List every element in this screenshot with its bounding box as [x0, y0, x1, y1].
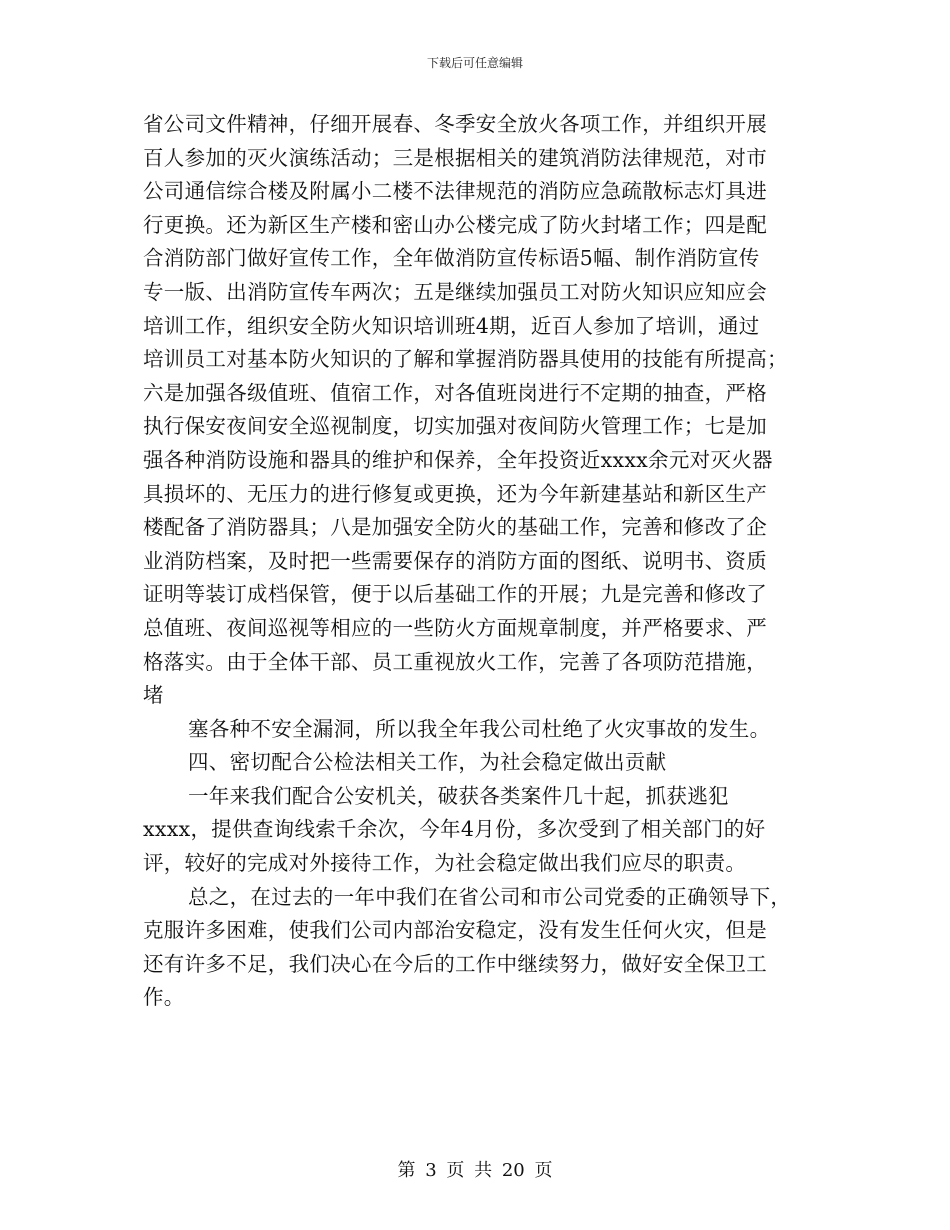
body-line: 作。	[143, 985, 185, 1010]
page-header-note: 下载后可任意编辑	[426, 56, 523, 70]
body-line: 公司通信综合楼及附属小二楼不法律规范的消防应急疏散标志灯具进	[143, 179, 767, 204]
body-line: 合消防部门做好宣传工作，全年做消防宣传标语5幅、制作消防宣传	[143, 246, 760, 271]
body-line: 省公司文件精神，仔细开展春、冬季安全放火各项工作，并组织开展	[143, 112, 767, 136]
page-number-indicator: 第 3 页 共 20 页	[397, 1160, 553, 1181]
body-line: 培训工作，组织安全防火知识培训班4期，近百人参加了培训，通过	[143, 313, 760, 338]
body-line: 强各种消防设施和器具的维护和保养，全年投资近xxxx余元对灭火器	[143, 447, 773, 472]
body-line: 一年来我们配合公安机关，破获各类案件几十起，抓获逃犯	[188, 783, 729, 808]
body-line: 克服许多困难，使我们公司内部治安稳定，没有发生任何火灾，但是	[143, 918, 767, 943]
body-line: 总之，在过去的一年中我们在省公司和市公司党委的正确领导下，	[188, 884, 792, 909]
document-body	[143, 108, 803, 1015]
body-line: 还有许多不足，我们决心在今后的工作中继续努力，做好安全保卫工	[143, 951, 767, 976]
body-line: xxxx，提供查询线索千余次，今年4月份，多次受到了相关部门的好	[143, 817, 766, 842]
body-line: 堵	[143, 683, 164, 708]
body-line: 六是加强各级值班、值宿工作，对各值班岗进行不定期的抽查，严格	[143, 380, 767, 405]
body-line: 培训员工对基本防火知识的了解和掌握消防器具使用的技能有所提高；	[143, 347, 788, 372]
body-line: 楼配备了消防器具；八是加强安全防火的基础工作，完善和修改了企	[143, 515, 767, 540]
body-line: 专一版、出消防宣传车两次；五是继续加强员工对防火知识应知应会	[143, 279, 767, 304]
body-line: 业消防档案，及时把一些需要保存的消防方面的图纸、说明书、资质	[143, 548, 767, 573]
body-line: 百人参加的灭火演练活动；三是根据相关的建筑消防法律规范，对市	[143, 145, 767, 170]
body-line: 塞各种不安全漏洞，所以我全年我公司杜绝了火灾事故的发生。	[188, 716, 771, 741]
body-line: 评，较好的完成对外接待工作，为社会稳定做出我们应尽的职责。	[143, 851, 747, 876]
body-line: 具损坏的、无压力的进行修复或更换，还为今年新建基站和新区生产	[143, 481, 767, 506]
body-line: 执行保安夜间安全巡视制度，切实加强对夜间防火管理工作；七是加	[143, 414, 767, 439]
body-line: 行更换。还为新区生产楼和密山办公楼完成了防火封堵工作；四是配	[143, 212, 767, 237]
section-heading: 四、密切配合公检法相关工作，为社会稳定做出贡献	[188, 750, 667, 775]
body-line: 证明等装订成档保管，便于以后基础工作的开展；九是完善和修改了	[143, 582, 767, 607]
body-line: 总值班、夜间巡视等相应的一些防火方面规章制度，并严格要求、严	[143, 615, 767, 640]
body-line: 格落实。由于全体干部、员工重视放火工作，完善了各项防范措施，	[143, 649, 767, 674]
